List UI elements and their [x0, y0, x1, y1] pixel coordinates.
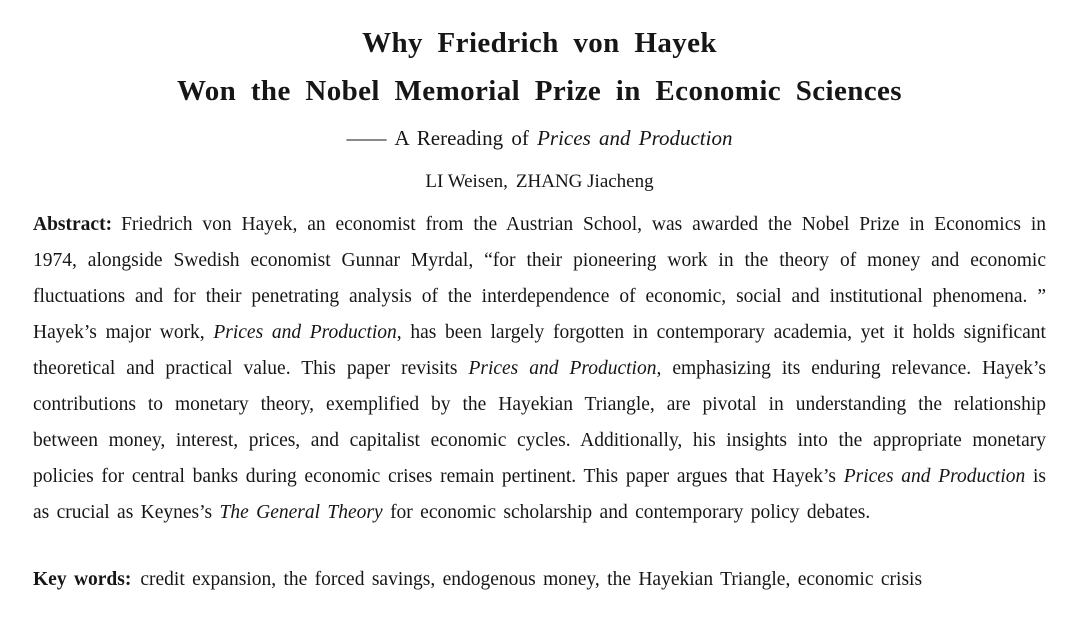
abstract-book-title-4: The General Theory [219, 502, 383, 523]
abstract-book-title-3: Prices and Production [843, 466, 1026, 487]
keywords-text: credit expansion, the forced savings, endogenous money, the Hayekian Triangle, economic crisis [140, 569, 923, 590]
abstract-label: Abstract: [33, 214, 113, 235]
keywords-label: Key words: [33, 569, 132, 590]
authors-line [33, 170, 1046, 194]
abstract-text-2: , has been largely forgotten in contemporary academia, yet it holds significant theoretical and practical value. This paper revisits [33, 322, 1046, 379]
paper-title-line1: Why Friedrich von Hayek [362, 27, 717, 59]
abstract-text-5: for economic scholarship and contemporary policy debates. [382, 502, 871, 523]
abstract-book-title-1: Prices and Production [213, 322, 397, 343]
abstract-paragraph [33, 207, 1046, 531]
keywords-line [33, 562, 1046, 598]
author-name-1: LI Weisen, [425, 171, 508, 192]
subtitle-text: A Rereading of [394, 126, 529, 150]
abstract-text-1: Friedrich von Hayek, an economist from the Austrian School, was awarded the Nobel Prize in Economics in 1974, alongside Swedish economist Gunnar Myrdal, “for their pioneering work in the theory of money and economic fluctuations and for their penetrating analysis of the interdependence of economic, social and institutional phenomena. ” Hayek’s major work, [33, 214, 1046, 343]
subtitle-dash: —— [346, 126, 385, 150]
paper-subtitle [33, 125, 1046, 151]
subtitle-book-title: Prices and Production [537, 126, 733, 150]
abstract-book-title-2: Prices and Production [468, 358, 657, 379]
paper-title-line2: Won the Nobel Memorial Prize in Economic Sciences [176, 75, 902, 107]
author-name-2: ZHANG Jiacheng [515, 171, 654, 192]
abstract-text-3: , emphasizing its enduring relevance. Hayek’s contributions to monetary theory, exemplified by the Hayekian Triangle, are pivotal in understanding the relationship between money, interest, prices, and capitalist economic cycles. Additionally, his insights into the appropriate monetary policies for central banks during economic crises remain pertinent. This paper argues that Hayek’s [33, 358, 1046, 487]
abstract-text-4: is as crucial as Keynes’s [33, 466, 1046, 523]
